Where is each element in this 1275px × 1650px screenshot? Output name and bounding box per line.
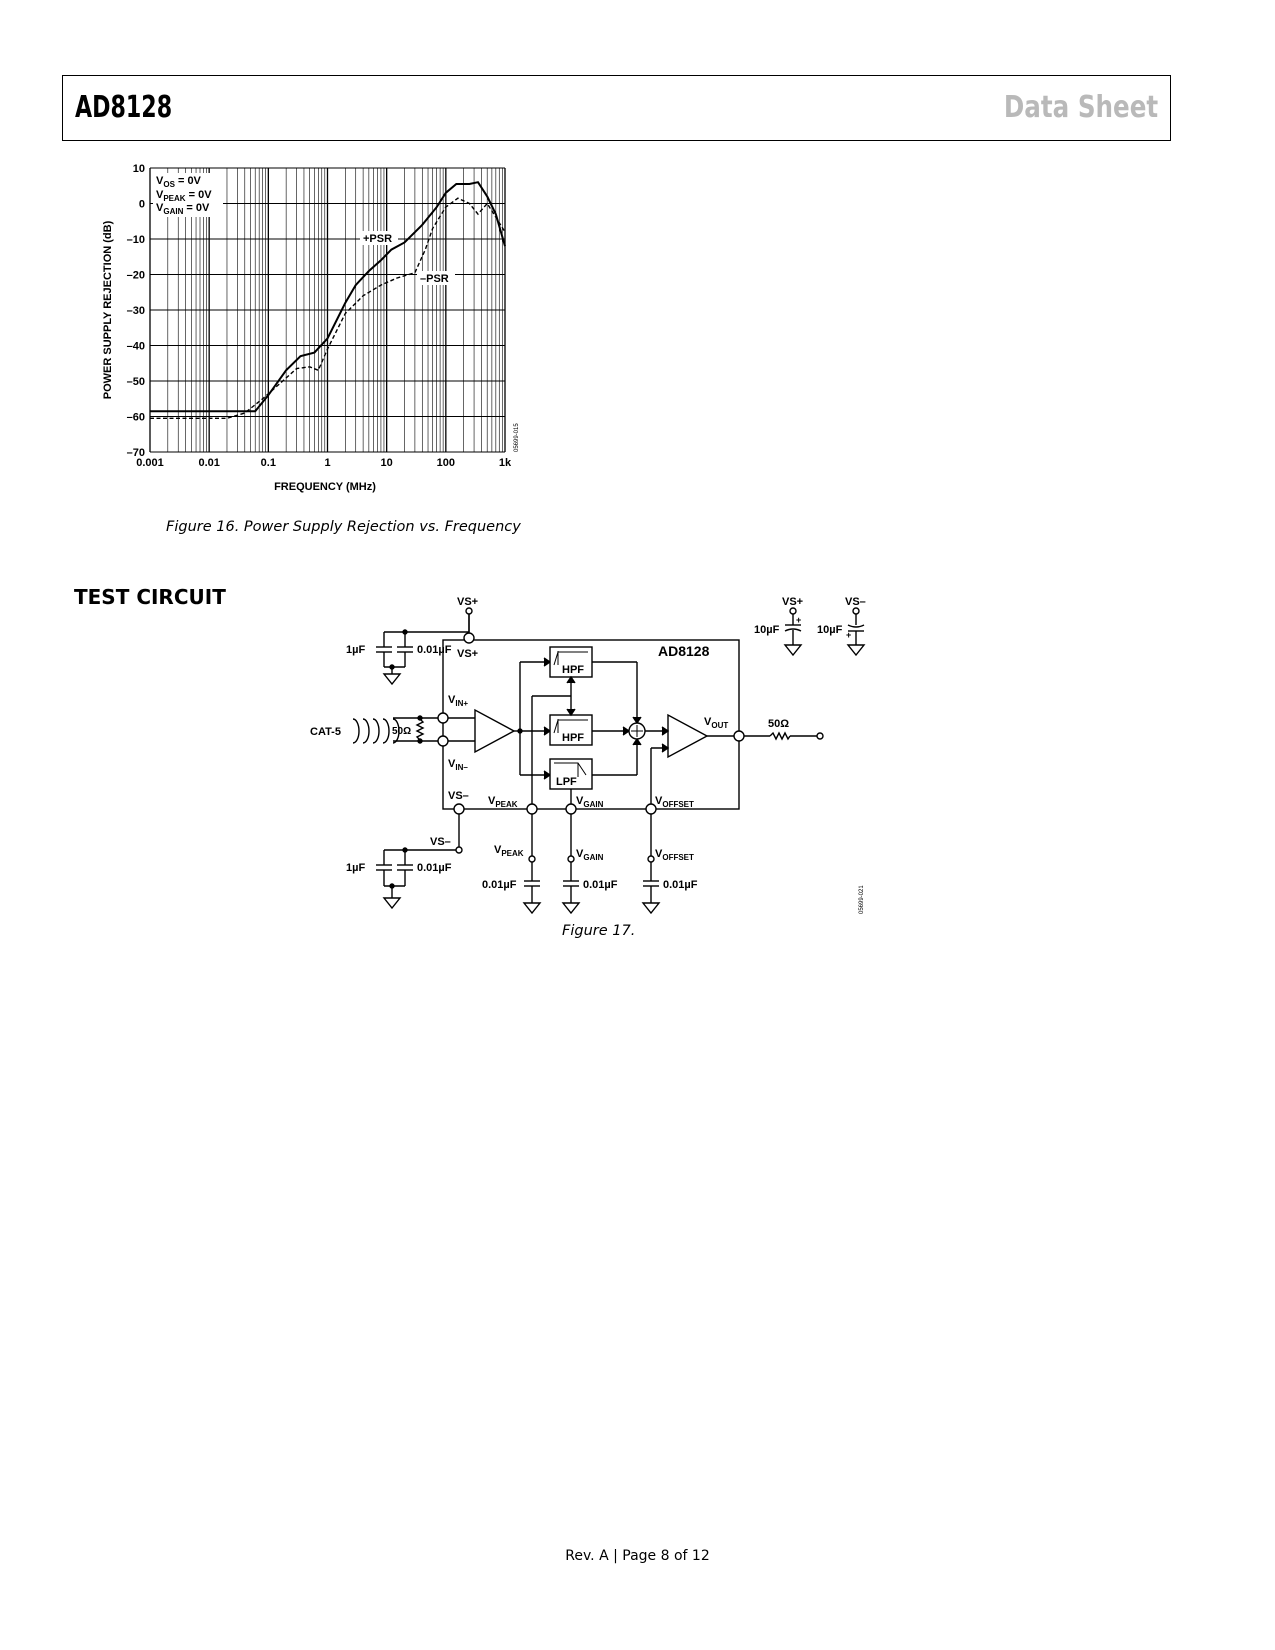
bottom-vs-minus-decoupling [346, 814, 462, 908]
svg-text:LPF: LPF [556, 776, 577, 788]
svg-text:VS+: VS+ [457, 648, 479, 660]
svg-text:50Ω: 50Ω [392, 726, 412, 737]
svg-text:1µF: 1µF [346, 862, 366, 874]
x-tick-label: 0.01 [198, 457, 220, 469]
svg-text:VOUT: $V_{OUT}$ [704, 716, 729, 730]
test-circuit-diagram [310, 596, 920, 960]
svg-text:VS–: VS– [845, 596, 866, 608]
x-tick-label: 10 [380, 457, 393, 469]
y-tick-label: –60 [126, 411, 145, 424]
input-amplifier [475, 710, 514, 752]
output-amplifier [668, 715, 707, 757]
svg-text:HPF: HPF [562, 664, 584, 676]
chart-ylabel: POWER SUPPLY REJECTION (dB) [102, 220, 114, 400]
svg-text:VPEAK: $V_{PEAK}$ [488, 795, 518, 809]
svg-text:50Ω: 50Ω [768, 718, 790, 730]
svg-text:1µF: 1µF [346, 644, 366, 656]
svg-text:0.01µF: 0.01µF [663, 879, 698, 891]
y-tick-label: –40 [126, 340, 145, 353]
filter-blocks [520, 647, 592, 805]
chip-label: AD8128 [658, 643, 710, 659]
y-tick-label: –30 [126, 305, 145, 317]
x-tick-label: 1k [498, 457, 512, 469]
svg-text:VS+: VS+ [457, 596, 479, 608]
svg-text:0.01µF: 0.01µF [482, 879, 517, 891]
y-tick-label: –70 [126, 447, 145, 459]
svg-text:+: + [796, 615, 802, 625]
bulk-caps [754, 596, 866, 655]
svg-text:+: + [846, 630, 852, 640]
control-pin-caps [482, 814, 698, 913]
svg-text:VS–: VS– [430, 836, 451, 848]
y-tick-label: –10 [126, 234, 145, 246]
cat5-input [310, 716, 443, 743]
svg-text:10µF: 10µF [817, 624, 843, 636]
figure16-caption: Figure 16. Power Supply Rejection vs. Frequency [166, 519, 521, 535]
doc-type: Data Sheet [1003, 90, 1158, 125]
svg-text:VIN–: $V_{IN-}$ [448, 758, 468, 772]
x-tick-label: 0.001 [136, 457, 164, 469]
figure17-caption: Figure 17. [562, 923, 636, 939]
svg-text:HPF: HPF [562, 732, 584, 744]
x-tick-label: 0.1 [260, 457, 276, 469]
y-tick-label: 0 [138, 198, 145, 211]
figure16-code: 05699-015 [514, 423, 520, 452]
svg-text:VGAIN = 0V: $V_{GAIN} = 0V$ [156, 202, 210, 216]
x-tick-label: 1 [324, 457, 331, 469]
svg-text:CAT-5: CAT-5 [310, 726, 341, 738]
series-label-plus-psr: +PSR [363, 233, 393, 245]
page-header [62, 75, 1171, 141]
chart-xlabel: FREQUENCY (MHz) [274, 481, 376, 493]
svg-text:VPEAK = 0V: $V_{PEAK} = 0V$ [156, 189, 212, 203]
svg-text:VGAIN: $V_{GAIN}$ [576, 795, 604, 809]
figure17-code: 05699-021 [859, 885, 865, 914]
svg-text:VS–: VS– [448, 790, 469, 802]
svg-text:0.01µF: 0.01µF [583, 879, 618, 891]
svg-text:VS+: VS+ [782, 596, 804, 608]
cond-vos-sub: OS [163, 180, 175, 189]
part-number: AD8128 [75, 90, 173, 125]
y-tick-label: –50 [126, 376, 145, 388]
svg-text:VGAIN: $V_{GAIN}$ [576, 848, 604, 862]
section-title: TEST CIRCUIT [74, 585, 226, 609]
cond-vos-v: V [156, 175, 164, 187]
page-footer: Rev. A | Page 8 of 12 [565, 1548, 710, 1564]
psr-chart [95, 160, 545, 515]
svg-text:VOFFSET: $V_{OFFSET}$ [655, 848, 694, 862]
svg-text:VOS = 0V: $V_{OS} = 0V$ [156, 175, 201, 189]
svg-text:0.01µF: 0.01µF [417, 862, 452, 874]
x-tick-label: 100 [436, 457, 456, 469]
svg-text:VIN+: $V_{IN+}$ [448, 694, 469, 708]
svg-text:VOFFSET: $V_{OFFSET}$ [655, 795, 694, 809]
svg-text:10µF: 10µF [754, 624, 780, 636]
chart-conditions [153, 173, 223, 217]
y-tick-label: 10 [132, 163, 145, 175]
series-label-minus-psr: –PSR [420, 273, 449, 285]
svg-text:VPEAK: $V_{PEAK}$ [494, 844, 524, 858]
y-tick-label: –20 [126, 269, 145, 282]
svg-text:0.01µF: 0.01µF [417, 644, 452, 656]
